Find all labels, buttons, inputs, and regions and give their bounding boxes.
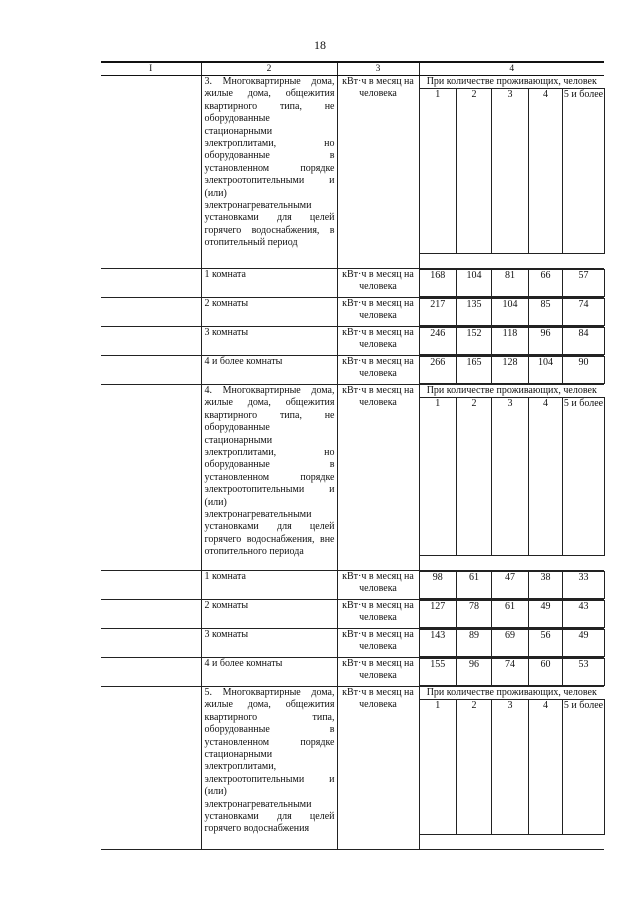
- section-col1-cell: [101, 687, 201, 850]
- consumption-norms-table: [101, 61, 604, 850]
- column-number-1: I: [101, 62, 201, 76]
- row-col1-cell: [101, 327, 201, 356]
- norm-value: 128: [492, 357, 529, 384]
- row-values-table: [420, 658, 606, 686]
- table-row: [101, 600, 604, 629]
- column-number-2: 2: [201, 62, 337, 76]
- row-col1-cell: [101, 269, 201, 298]
- count-header: При количестве проживающих, человек: [426, 687, 597, 698]
- table-row: [101, 298, 604, 327]
- norm-value: 152: [457, 328, 492, 355]
- norm-value: 49: [529, 601, 563, 628]
- count-header-cell: [419, 76, 604, 269]
- row-values-cell: [419, 298, 604, 327]
- row-unit: кВт·ч в месяц на человека: [337, 356, 419, 385]
- column-number-row: [101, 62, 604, 76]
- row-unit: кВт·ч в месяц на человека: [337, 298, 419, 327]
- norm-value: 57: [563, 270, 605, 297]
- row-col1-cell: [101, 356, 201, 385]
- count-column-5: 5 и более: [563, 398, 605, 556]
- norm-value: 61: [457, 572, 492, 599]
- room-count-label: 1 комната: [201, 269, 337, 298]
- norm-value: 38: [529, 572, 563, 599]
- norm-value: 89: [457, 630, 492, 657]
- row-unit: кВт·ч в месяц на человека: [337, 658, 419, 687]
- room-count-label: 4 и более комнаты: [201, 356, 337, 385]
- norm-value: 104: [457, 270, 492, 297]
- table-row: [101, 327, 604, 356]
- count-column-5: 5 и более: [563, 700, 605, 835]
- row-values-table: [420, 629, 606, 657]
- count-column-2: 2: [457, 700, 492, 835]
- section-col1-cell: [101, 385, 201, 571]
- count-column-2: 2: [457, 89, 492, 254]
- count-column-2: 2: [457, 398, 492, 556]
- table-row: [101, 269, 604, 298]
- row-values-table: [420, 571, 606, 599]
- count-columns-table: [420, 397, 606, 556]
- section-header-row: [101, 687, 604, 850]
- table-row: [101, 571, 604, 600]
- row-values-cell: [419, 356, 604, 385]
- row-col1-cell: [101, 600, 201, 629]
- norm-value: 43: [563, 601, 605, 628]
- count-header: При количестве проживающих, человек: [426, 385, 597, 396]
- norm-value: 69: [492, 630, 529, 657]
- count-header-cell: [419, 687, 604, 850]
- room-count-label: 2 комнаты: [201, 600, 337, 629]
- section-col1-cell: [101, 76, 201, 269]
- count-column-4: 4: [529, 89, 563, 254]
- room-count-label: 1 комната: [201, 571, 337, 600]
- row-values-cell: [419, 269, 604, 298]
- section-unit: кВт·ч в месяц на человека: [337, 385, 419, 571]
- room-count-label: 4 и более комнаты: [201, 658, 337, 687]
- norm-value: 96: [457, 659, 492, 686]
- norm-value: 217: [420, 299, 457, 326]
- count-columns-table: [420, 88, 606, 254]
- norm-value: 84: [563, 328, 605, 355]
- count-column-5: 5 и более: [563, 89, 605, 254]
- norm-value: 47: [492, 572, 529, 599]
- row-values-table: [420, 356, 606, 384]
- row-values-table: [420, 600, 606, 628]
- row-values-table: [420, 327, 606, 355]
- row-unit: кВт·ч в месяц на человека: [337, 600, 419, 629]
- section-header-row: [101, 76, 604, 269]
- count-column-1: 1: [420, 398, 457, 556]
- norm-value: 168: [420, 270, 457, 297]
- norm-value: 127: [420, 601, 457, 628]
- count-columns-table: [420, 699, 606, 835]
- norm-value: 155: [420, 659, 457, 686]
- norm-value: 81: [492, 270, 529, 297]
- norm-value: 78: [457, 601, 492, 628]
- row-values-table: [420, 269, 606, 297]
- norm-value: 74: [563, 299, 605, 326]
- room-count-label: 2 комнаты: [201, 298, 337, 327]
- section-unit: кВт·ч в месяц на человека: [337, 76, 419, 269]
- section-header-row: [101, 385, 604, 571]
- norm-value: 143: [420, 630, 457, 657]
- norm-value: 49: [563, 630, 605, 657]
- norm-value: 66: [529, 270, 563, 297]
- row-col1-cell: [101, 298, 201, 327]
- count-header: При количестве проживающих, человек: [426, 76, 597, 87]
- section-unit: кВт·ч в месяц на человека: [337, 687, 419, 850]
- row-values-table: [420, 298, 606, 326]
- table-row: [101, 629, 604, 658]
- norm-value: 96: [529, 328, 563, 355]
- count-column-4: 4: [529, 398, 563, 556]
- row-values-cell: [419, 327, 604, 356]
- norm-value: 246: [420, 328, 457, 355]
- norm-value: 33: [563, 572, 605, 599]
- table-row: [101, 658, 604, 687]
- norm-value: 85: [529, 299, 563, 326]
- norm-value: 266: [420, 357, 457, 384]
- row-col1-cell: [101, 629, 201, 658]
- norm-value: 60: [529, 659, 563, 686]
- count-column-1: 1: [420, 700, 457, 835]
- norm-value: 104: [492, 299, 529, 326]
- row-values-cell: [419, 571, 604, 600]
- row-col1-cell: [101, 658, 201, 687]
- column-number-3: 3: [337, 62, 419, 76]
- section-description: 3. Многоквартирные дома, жилые дома, общежития квартирного типа, не оборудованные стационарными электроплитами, но оборудованные в установленном порядке электроотопительными и (или) электронагревательными установками для целей горячего водоснабжения, в отопительный период: [201, 76, 337, 269]
- norm-value: 104: [529, 357, 563, 384]
- row-col1-cell: [101, 571, 201, 600]
- row-values-cell: [419, 629, 604, 658]
- table-row: [101, 356, 604, 385]
- norm-value: 53: [563, 659, 605, 686]
- row-unit: кВт·ч в месяц на человека: [337, 269, 419, 298]
- norm-value: 135: [457, 299, 492, 326]
- room-count-label: 3 комнаты: [201, 327, 337, 356]
- section-description: 5. Многоквартирные дома, жилые дома, общежития квартирного типа, оборудованные в установленном порядке стационарными электроплитами, электроотопительными и (или) электронагревательными установками для целей горячего водоснабжения: [201, 687, 337, 850]
- row-unit: кВт·ч в месяц на человека: [337, 571, 419, 600]
- count-column-4: 4: [529, 700, 563, 835]
- norm-value: 56: [529, 630, 563, 657]
- count-header-cell: [419, 385, 604, 571]
- count-column-3: 3: [492, 398, 529, 556]
- norm-value: 74: [492, 659, 529, 686]
- norm-value: 90: [563, 357, 605, 384]
- row-values-cell: [419, 658, 604, 687]
- column-number-4: 4: [419, 62, 604, 76]
- count-column-3: 3: [492, 89, 529, 254]
- norm-value: 98: [420, 572, 457, 599]
- norm-value: 118: [492, 328, 529, 355]
- section-description: 4. Многоквартирные дома, жилые дома, общежития квартирного типа, не оборудованные стационарными электроплитами, но оборудованные в установленном порядке электроотопительными и (или) электронагревательными установками для целей горячего водоснабжения, вне отопительного периода: [201, 385, 337, 571]
- room-count-label: 3 комнаты: [201, 629, 337, 658]
- count-column-3: 3: [492, 700, 529, 835]
- row-values-cell: [419, 600, 604, 629]
- row-unit: кВт·ч в месяц на человека: [337, 629, 419, 658]
- page-number: 18: [314, 38, 326, 52]
- norm-value: 61: [492, 601, 529, 628]
- count-column-1: 1: [420, 89, 457, 254]
- row-unit: кВт·ч в месяц на человека: [337, 327, 419, 356]
- norm-value: 165: [457, 357, 492, 384]
